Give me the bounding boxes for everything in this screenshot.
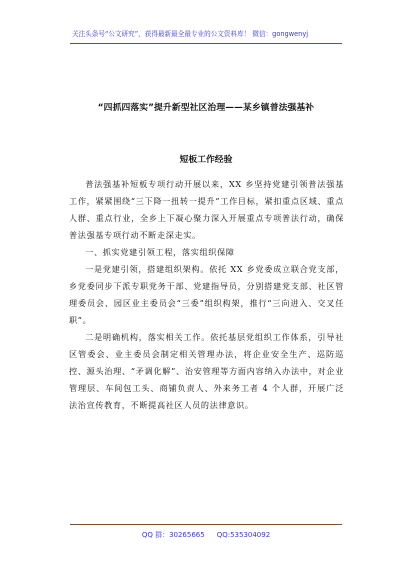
header-rule [70, 43, 342, 44]
paragraph: 普法强基补短板专项行动开展以来，XX 乡坚持党建引领普法强基工作，紧紧围绕“三下降一扭转一提升”工作目标，紧扣重点区域、重点人群、重点行业，全乡上下凝心聚力深入开展重点专项普法行动，确保普法强基专项行动不断走深走实。 [69, 179, 344, 240]
footer-qq-group: QQ 群：30265665 [141, 531, 205, 539]
paragraph: 一是党建引领，搭建组织架构。依托 XX 乡党委成立联合党支部，乡党委同步下派专职党务干部、党建指导员，分别搭建党支部、社区管理委员会、园区业主委员会“三委”组织构架，推行“三向进入、交叉任职”。 [69, 264, 344, 325]
footer-rule [70, 524, 342, 525]
footer-qq: QQ:535304092 [216, 531, 271, 539]
document-subtitle: 短板工作经验 [179, 155, 233, 165]
section-heading: 一、抓实党建引领工程，落实组织保障 [85, 247, 235, 257]
document-body [69, 176, 344, 414]
footer [70, 530, 342, 540]
paragraph: 二是明确机构，落实相关工作。依托基层党组织工作体系，引导社区管委会、业主委员会制定相关管理办法，将企业安全生产、巡防巡控、源头治理、“矛调化解”、治安管理等方面内容纳入办法中，对企业管理层、车间包工头、商铺负责人、外来务工者 4 个人群，开展广泛法治宣传教育，不断提高社区人员的法律意识。 [69, 332, 344, 410]
header-banner: 关注头条号“公文研究”，获得最新最全最专业的公文资料库！ 微信：gongwenyj [72, 30, 309, 38]
document-title: “四抓四落实”提升新型社区治理——某乡镇普法强基补 [97, 103, 315, 113]
